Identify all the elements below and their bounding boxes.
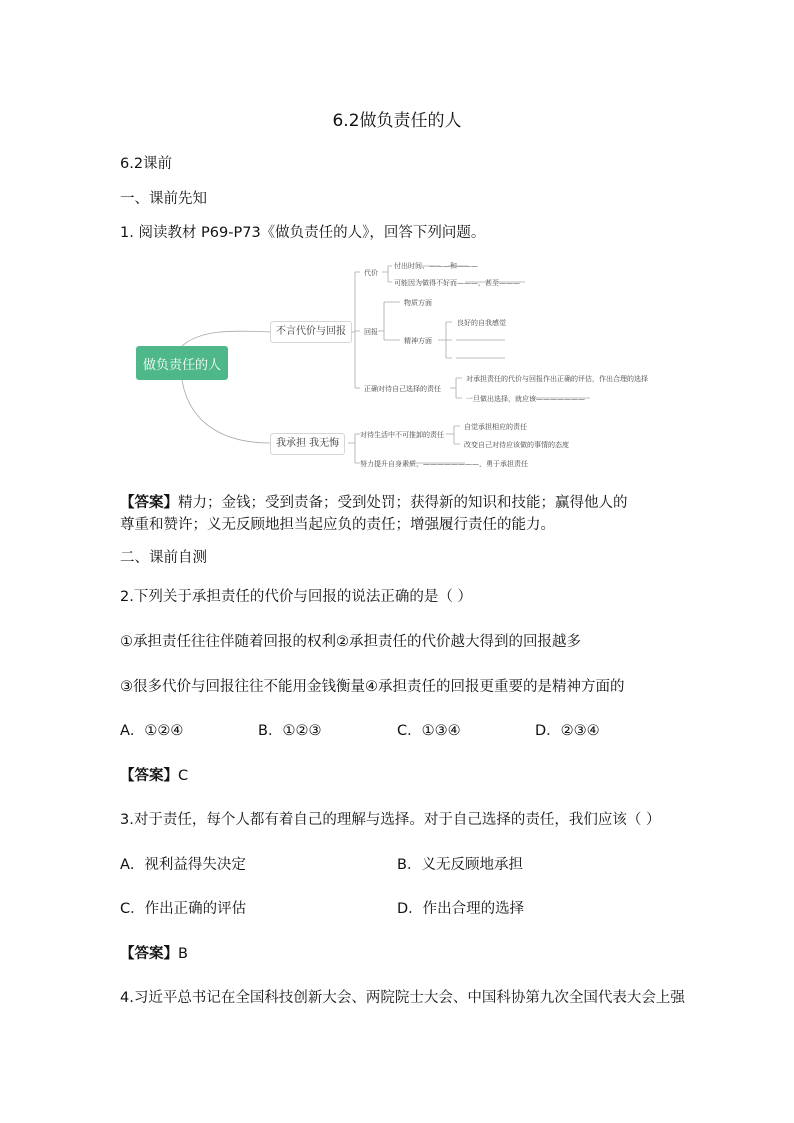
q2-answer-value: C — [178, 768, 189, 784]
q3-option-a: A．视利益得失决定 — [120, 857, 246, 873]
q1-answer-text: 精力；金钱；受到责备；受到处罚；获得新的知识和技能；赢得他人的 — [178, 495, 628, 511]
q2-statements-2: ③很多代价与回报往往不能用金钱衡量④承担责任的回报更重要的是精神方面的 — [120, 679, 625, 695]
mind-map-node-unavoidable: 对待生活中不可推卸的责任 — [360, 431, 444, 439]
q3-option-d: D．作出合理的选择 — [397, 901, 525, 917]
page-title: 6.2做负责任的人 — [332, 111, 462, 131]
mind-map-node-improve: 努力提升自身素质，————————，勇于承担责任 — [360, 460, 528, 468]
q3-option-c: C．作出正确的评估 — [120, 901, 247, 917]
mind-map-node-spiritual: 精神方面 — [404, 337, 432, 345]
mind-map-node-cost: 代价 — [364, 269, 378, 277]
part2-heading: 二、课前自测 — [120, 550, 207, 566]
question-2: 2.下列关于承担责任的代价与回报的说法正确的是（ ） — [120, 589, 472, 605]
mind-map-node-reward: 回报 — [364, 328, 378, 336]
q2-option-b: B．①②③ — [258, 723, 322, 739]
section-subtitle: 6.2课前 — [120, 156, 173, 172]
question-4: 4.习近平总书记在全国科技创新大会、两院院士大会、中国科协第九次全国代表大会上强 — [120, 990, 685, 1006]
mind-map-branch-cost-reward: 不言代价与回报 — [270, 321, 352, 343]
mind-map-branch-responsibility: 我承担 我无悔 — [270, 433, 345, 455]
q1-answer-line-1 — [120, 491, 628, 512]
q2-option-d: D．②③④ — [535, 723, 600, 739]
mind-map-node-spiritual-1: 良好的自我感觉 — [457, 319, 506, 327]
question-3: 3.对于责任，每个人都有着自己的理解与选择。对于自己选择的责任，我们应该（ ） — [120, 812, 661, 828]
answer-label: 【答案】 — [120, 495, 178, 511]
mind-map-node-cost-1: 付出时间、———和——— — [394, 262, 478, 270]
mind-map-root: 做负责任的人 — [136, 346, 228, 380]
q3-option-b: B．义无反顾地承担 — [397, 857, 523, 873]
mind-map-node-correct: 正确对待自己选择的责任 — [364, 385, 441, 393]
q3-answer — [120, 942, 188, 963]
mind-map-diagram — [120, 258, 680, 478]
mind-map-node-unavoidable-2: 改变自己对待应该做的事情的态度 — [464, 441, 569, 449]
q3-answer-value: B — [178, 946, 188, 962]
mind-map-node-correct-2: 一旦做出选择，就应该——————— — [466, 395, 585, 403]
q2-option-a: A．①②④ — [120, 723, 184, 739]
mind-map-node-material: 物质方面 — [404, 299, 432, 307]
q2-statements-1: ①承担责任往往伴随着回报的权利②承担责任的代价越大得到的回报越多 — [120, 634, 581, 650]
mind-map-node-unavoidable-1: 自觉承担相应的责任 — [464, 423, 527, 431]
answer-label: 【答案】 — [120, 768, 178, 784]
mind-map-node-correct-1: 对承担责任的代价与回报作出正确的评估，作出合理的选择 — [466, 375, 648, 383]
q2-option-c: C．①③④ — [397, 723, 461, 739]
mind-map-node-cost-2: 可能因为做得不好而———，甚至——— — [394, 279, 520, 287]
question-1: 1. 阅读教材 P69-P73《做负责任的人》，回答下列问题。 — [120, 225, 486, 241]
q1-answer-line-2: 尊重和赞许；义无反顾地担当起应负的责任；增强履行责任的能力。 — [120, 517, 555, 533]
q2-answer — [120, 764, 188, 785]
part1-heading: 一、课前先知 — [120, 191, 207, 207]
answer-label: 【答案】 — [120, 946, 178, 962]
